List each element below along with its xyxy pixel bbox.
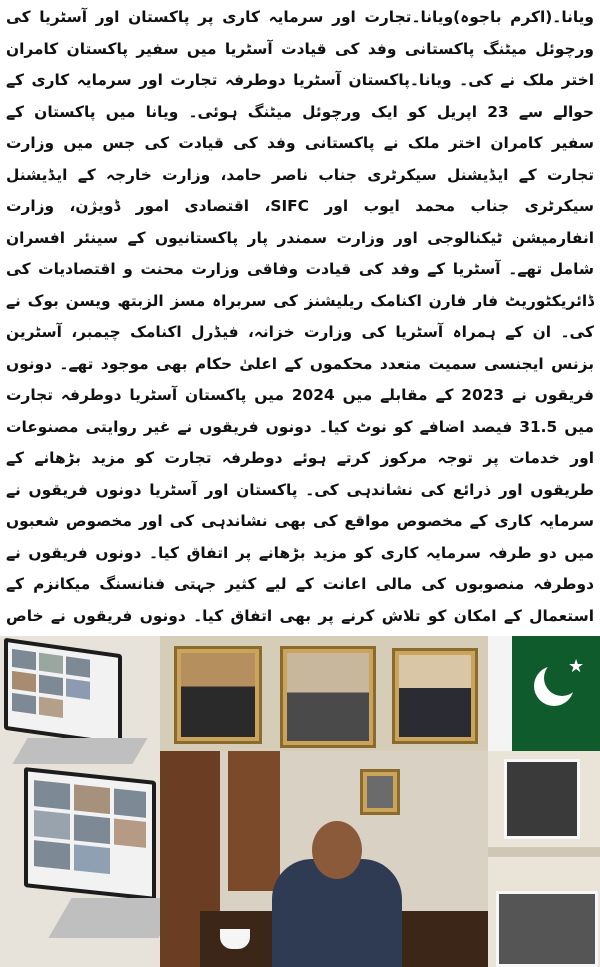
small-portrait <box>360 769 400 815</box>
laptop-screen-top <box>4 638 122 747</box>
building-window-photo <box>488 751 600 967</box>
portrait-frame-center <box>280 646 376 748</box>
ambassador-at-desk-photo <box>160 751 488 967</box>
article-body: ویانا۔(اکرم باجوہ)ویانا۔تجارت اور سرمایہ کاری پر پاکستان اور آسٹریا کی ورچوئل میٹنگ پاکستانی وفد کی قیادت آسٹریا میں سفیر پاکستان کامران اختر ملک نے کی۔ ویانا۔پاکستان آسٹریا دوطرفہ تجارت اور سرمایہ کاری کے حوالے سے 23 اپریل کو ایک ورچوئل میٹنگ ہوئی۔ ویانا میں پاکستان کے سفیر کامران اختر ملک نے پاکستانی وفد کی قیادت کی جس میں وزارت تجارت کے ایڈیشنل سیکرٹری جناب ناصر حامد، وزارت خارجہ کے ایڈیشنل سیکرٹری جناب محمد ایوب اور SIFC، اقتصادی امور ڈویژن، وزارت انفارمیشن ٹیکنالوجی اور وزارت سمندر پار پاکستانیوں کے سینئر افسران شامل تھے۔ آسٹریا کے وفد کی قیادت وفاقی وزارت محنت و اقتصادیات کی ڈائریکٹوریٹ فار فارن اکنامک ریلیشنز کی سربراہ مسز الزبتھ ویسن بوک نے کی۔ ان کے ہمراہ آسٹریا کی وزارت خزانہ، فیڈرل اکنامک چیمبر، آسٹرین بزنس ایجنسی سمیت متعدد محکموں کے اعلیٰ حکام بھی موجود تھے۔ دونوں فریقوں نے 2023 کے مقابلے میں 2024 میں پاکستان آسٹریا دوطرفہ تجارت میں 31.5 فیصد اضافے کو نوٹ کیا۔ دونوں فریقوں نے غیر روایتی مصنوعات اور خدمات پر توجہ مرکوز کرتے ہوئے دوطرفہ تجارت کو مزید بڑھانے کے طریقوں اور ذرائع کی نشاندہی کی۔ پاکستان اور آسٹریا دونوں فریقوں نے سرمایہ کاری کے مخصوص مواقع کی بھی نشاندہی کی اور مخصوص شعبوں میں دو طرفہ سرمایہ کاری کو مزید بڑھانے پر اتفاق کیا۔ دونوں فریقوں نے دوطرفہ منصوبوں کی مالی اعانت کے لیے کثیر جہتی فنانسنگ میکانزم کے استعمال کے امکان کو تلاش کرنے پر بھی اتفاق کیا۔ دونوں فریقوں نے خاص <box>6 8 594 625</box>
portraits-wall-photo <box>160 636 488 751</box>
pakistan-flag-photo: ★ <box>488 636 600 751</box>
keyboard <box>12 738 147 764</box>
photo-collage <box>0 636 600 967</box>
laptop-screen-bottom <box>24 767 156 901</box>
portrait-frame-left <box>174 646 262 744</box>
keyboard-bottom <box>48 898 160 938</box>
laptop-video-call-photo <box>0 636 160 967</box>
portrait-frame-right <box>392 648 478 744</box>
